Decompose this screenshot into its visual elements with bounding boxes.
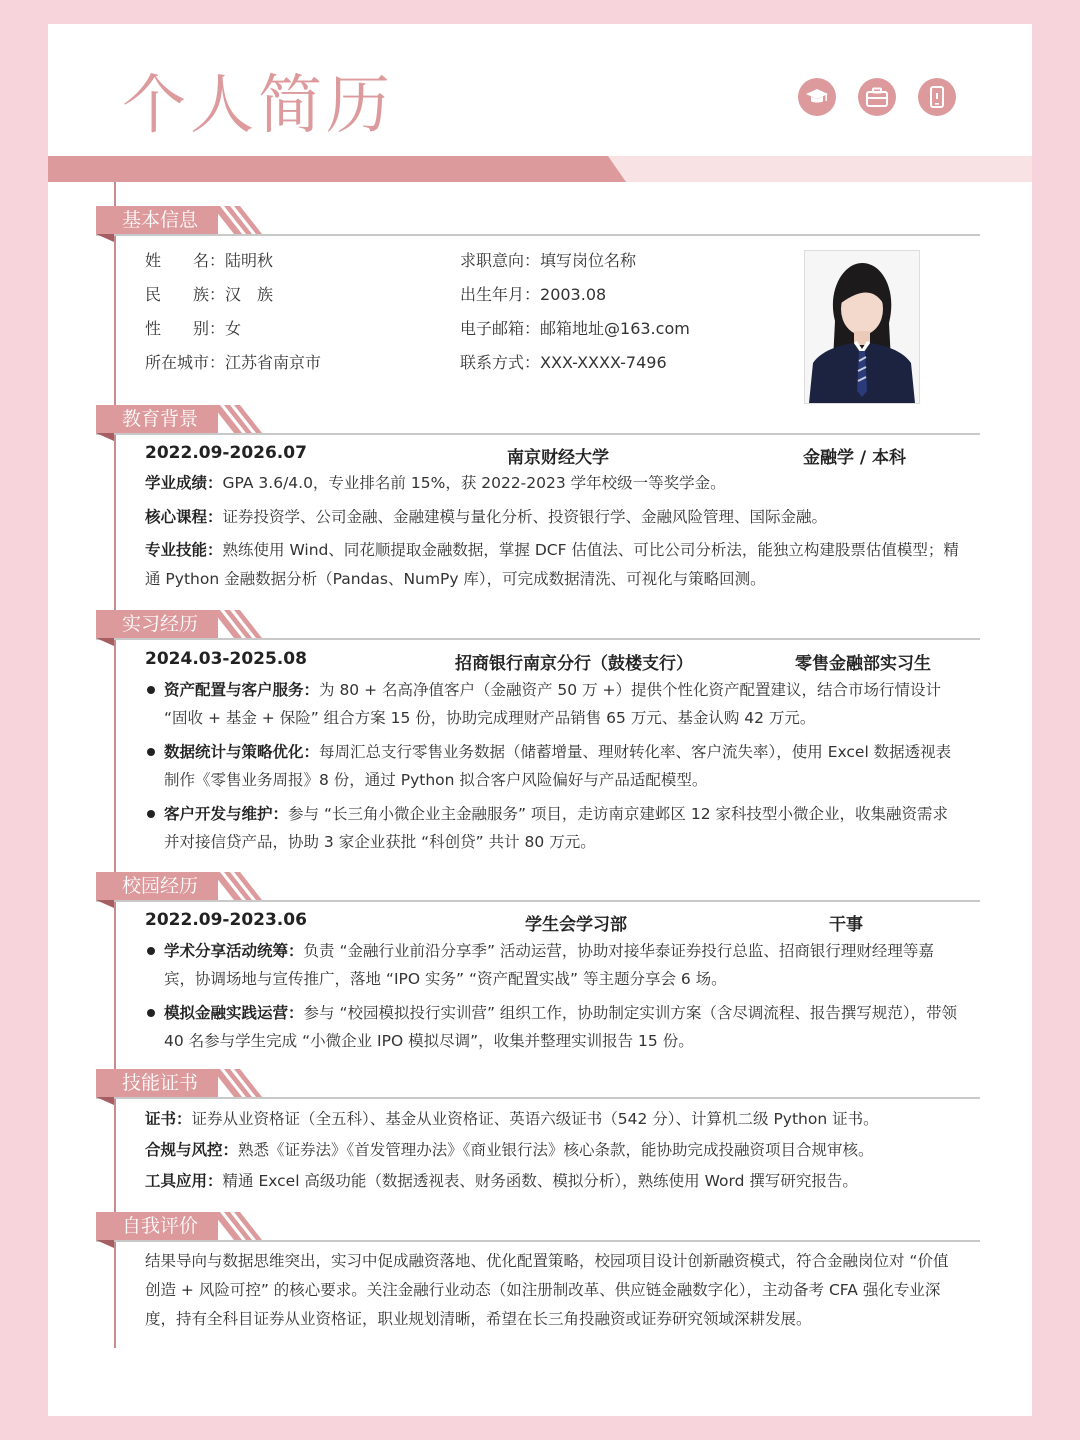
internship-company: 招商银行南京分行（鼓楼支行） (455, 654, 693, 674)
basic-phone: 联系方式：XXX-XXXX-7496 (460, 353, 667, 372)
section-title: 实习经历 (96, 610, 218, 638)
skills-cert: 证书：证券从业资格证（全五科）、基金从业资格证、英语六级证书（542 分）、计算机二级 Python 证书。 (145, 1110, 879, 1128)
campus-period: 2022.09-2023.06 (145, 910, 307, 930)
self-evaluation: 结果导向与数据思维突出，实习中促成融资落地、优化配置策略，校园项目设计创新融资模式，符合金融岗位对 “价值创造 + 风险可控” 的核心要求。关注金融行业动态（如注册制改革、供应链金融数字化），主动备考 CFA 强化专业深度，持有全科目证券从业资格证，职业规划清晰，希望在长三角投融资或证券研究领域深耕发展。 (145, 1252, 949, 1328)
internship-item: 客户开发与维护：参与 “长三角小微企业主金融服务” 项目，走访南京建邺区 12 家科技型小微企业，收集融资需求并对接信贷产品，协助 3 家企业获批 “科创贷” 共计 80 万元。 (145, 800, 960, 856)
section-title: 教育背景 (96, 405, 218, 433)
education-headline (145, 443, 960, 469)
section-header-self (96, 1212, 980, 1246)
education-period: 2022.09-2026.07 (145, 443, 307, 463)
section-header-education (96, 405, 980, 439)
stripes-decoration (212, 206, 312, 234)
education-school: 南京财经大学 (507, 448, 609, 468)
education-courses: 核心课程：证券投资学、公司金融、金融建模与量化分析、投资银行学、金融风险管理、国际金融。 (145, 508, 828, 526)
basic-birth: 出生年月：2003.08 (460, 285, 607, 304)
education-major: 金融学 / 本科 (803, 448, 907, 468)
phone-icon (918, 78, 956, 116)
section-title: 技能证书 (96, 1069, 218, 1097)
section-title: 校园经历 (96, 872, 218, 900)
internship-item: 资产配置与客户服务：为 80 + 名高净值客户（金融资产 50 万 +）提供个性化资产配置建议，结合市场行情设计 “固收 + 基金 + 保险” 组合方案 15 份，协助完成理财产品销售 65 万元、基金认购 42 万元。 (145, 676, 960, 732)
section-title: 自我评价 (96, 1212, 218, 1240)
skills-compliance: 合规与风控：熟悉《证券法》《首发管理办法》《商业银行法》核心条款，能协助完成投融资项目合规审核。 (145, 1141, 874, 1159)
graduation-cap-icon (798, 78, 836, 116)
campus-headline (145, 910, 960, 936)
stripes-decoration (212, 1212, 312, 1240)
profile-photo (804, 250, 920, 404)
timeline-line (114, 182, 116, 1348)
campus-role: 干事 (829, 915, 863, 935)
section-title: 基本信息 (96, 206, 218, 234)
section-header-campus (96, 872, 980, 906)
basic-ethnic: 民 族：汉 族 (145, 285, 274, 304)
basic-name: 姓 名：陆明秋 (145, 251, 274, 270)
education-gpa: 学业成绩：GPA 3.6/4.0，专业排名前 15%，获 2022-2023 学年校级一等奖学金。 (145, 474, 726, 492)
page-title: 个人简历 (122, 69, 394, 143)
section-header-skills (96, 1069, 980, 1103)
skills-tools: 工具应用：精通 Excel 高级功能（数据透视表、财务函数、模拟分析），熟练使用 Word 撰写研究报告。 (145, 1172, 858, 1190)
basic-gender: 性 别：女 (145, 319, 242, 338)
education-skills: 专业技能：熟练使用 Wind、同花顺提取金融数据，掌握 DCF 估值法、可比公司分析法，能独立构建股票估值模型；精通 Python 金融数据分析（Pandas、NumPy 库），可完成数据清洗、可视化与策略回测。 (145, 541, 959, 588)
resume-page (48, 24, 1032, 1416)
campus-org: 学生会学习部 (525, 915, 627, 935)
internship-period: 2024.03-2025.08 (145, 649, 307, 669)
stripes-decoration (212, 405, 312, 433)
basic-city: 所在城市：江苏省南京市 (145, 353, 322, 372)
section-header-basic (96, 206, 980, 240)
briefcase-icon (858, 78, 896, 116)
basic-job: 求职意向：填写岗位名称 (460, 251, 637, 270)
internship-headline (145, 649, 960, 675)
internship-role: 零售金融部实习生 (795, 654, 931, 674)
campus-item: 学术分享活动统筹：负责 “金融行业前沿分享季” 活动运营，协助对接华泰证券投行总监、招商银行理财经理等嘉宾，协调场地与宣传推广，落地 “IPO 实务” “资产配置实战” 等主题分享会 6 场。 (145, 937, 960, 993)
stripes-decoration (212, 610, 312, 638)
basic-email: 电子邮箱：邮箱地址@163.com (460, 319, 690, 338)
stripes-decoration (212, 1069, 312, 1097)
stripes-decoration (212, 872, 312, 900)
section-header-internship (96, 610, 980, 644)
header-banner (48, 156, 1032, 182)
header-icons (798, 78, 956, 116)
campus-item: 模拟金融实践运营：参与 “校园模拟投行实训营” 组织工作，协助制定实训方案（含尽调流程、报告撰写规范），带领 40 名参与学生完成 “小微企业 IPO 模拟尽调”，收集并整理实训报告 15 份。 (145, 999, 960, 1055)
internship-item: 数据统计与策略优化：每周汇总支行零售业务数据（储蓄增量、理财转化率、客户流失率），使用 Excel 数据透视表制作《零售业务周报》8 份，通过 Python 拟合客户风险偏好与产品适配模型。 (145, 738, 960, 794)
